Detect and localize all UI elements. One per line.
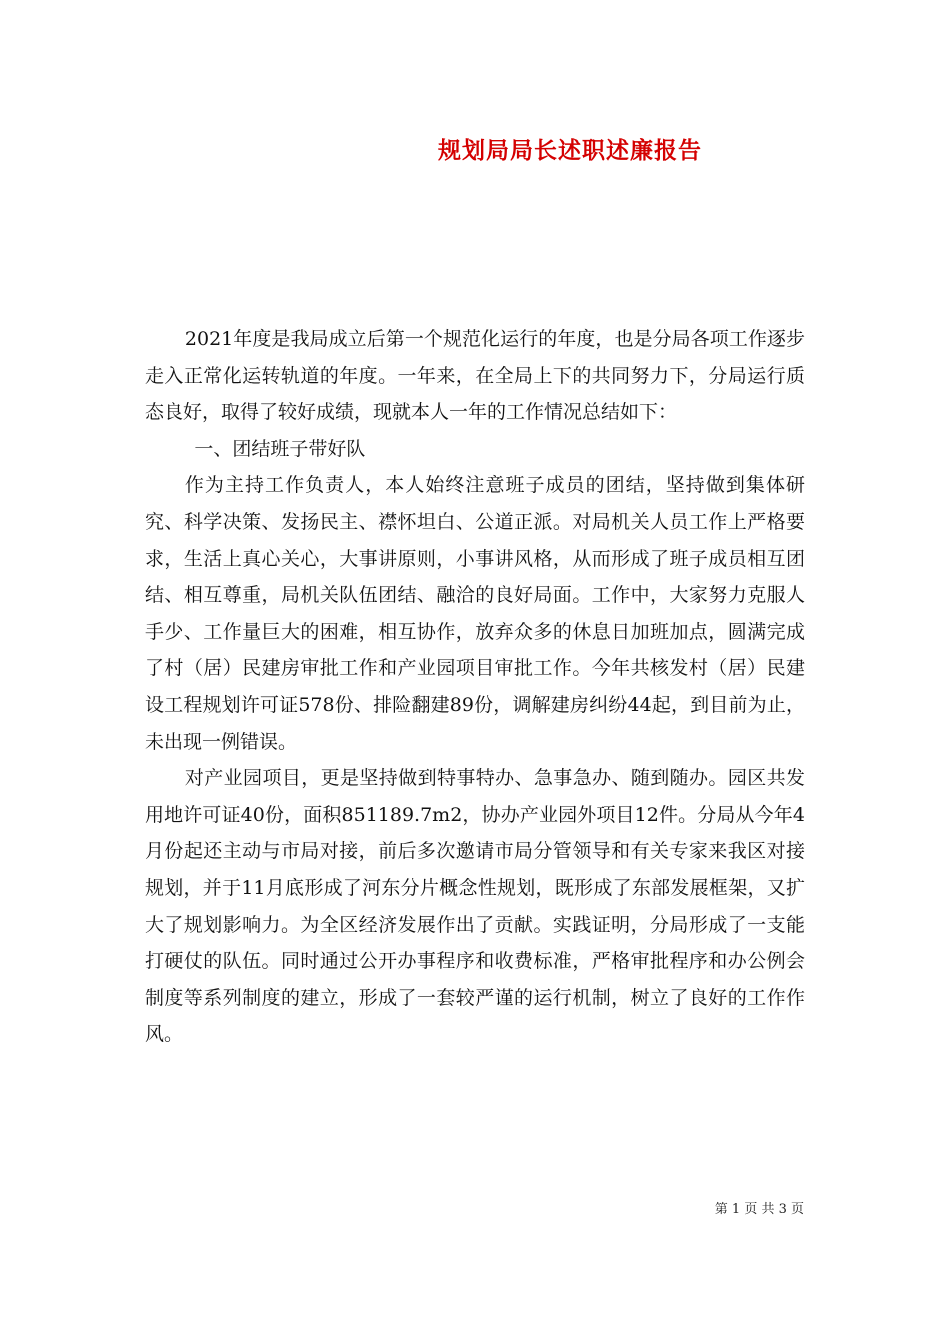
paragraph-intro: 2021年度是我局成立后第一个规范化运行的年度，也是分局各项工作逐步走入正常化运转轨道的年度。一年来，在全局上下的共同努力下，分局运行质态良好，取得了较好成绩，现就本人一年的工作情况总结如下： [145,328,805,424]
document-title: 规划局局长述职述廉报告 [438,137,702,164]
paragraph-team: 作为主持工作负责人，本人始终注意班子成员的团结，坚持做到集体研究、科学决策、发扬民主、襟怀坦白、公道正派。对局机关人员工作上严格要求，生活上真心关心，大事讲原则，小事讲风格，从而形成了班子成员相互团结、相互尊重，局机关队伍团结、融洽的良好局面。工作中，大家努力克服人手少、工作量巨大的困难，相互协作，放弃众多的休息日加班加点，圆满完成了村（居）民建房审批工作和产业园项目审批工作。今年共核发村（居）民建设工程规划许可证578份、排险翻建89份，调解建房纠纷44起，到目前为止，未出现一例错误。 [145,474,805,753]
page-number: 第 1 页 共 3 页 [714,1202,804,1217]
document-body [145,321,805,1053]
section-heading: 一、团结班子带好队 [194,437,366,460]
paragraph-industrial-park: 对产业园项目，更是坚持做到特事特办、急事急办、随到随办。园区共发用地许可证40份，面积851189.7m2，协办产业园外项目12件。分局从今年4月份起还主动与市局对接，前后多次邀请市局分管领导和有关专家来我区对接规划，并于11月底形成了河东分片概念性规划，既形成了东部发展框架，又扩大了规划影响力。为全区经济发展作出了贡献。实践证明，分局形成了一支能打硬仗的队伍。同时通过公开办事程序和收费标准，严格审批程序和办公例会制度等系列制度的建立，形成了一套较严谨的运行机制，树立了良好的工作作风。 [145,767,805,1046]
